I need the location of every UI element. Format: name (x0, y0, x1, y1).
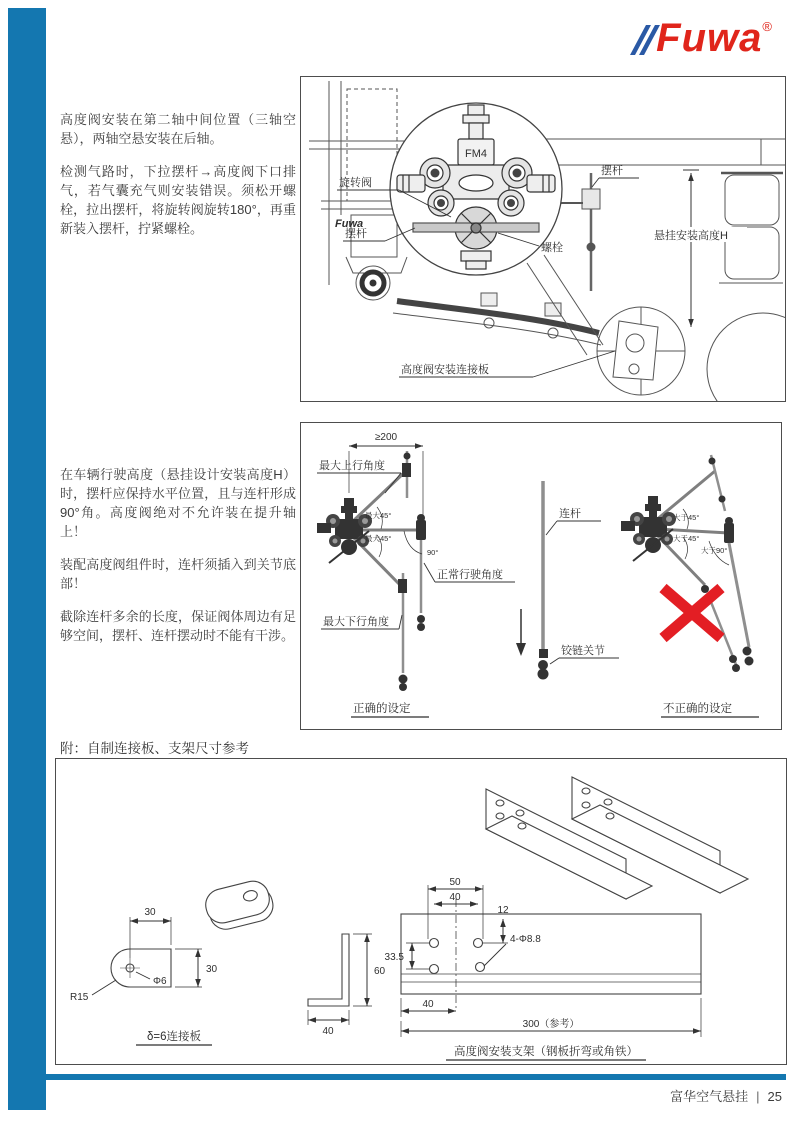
dim-front-12: 12 (497, 905, 509, 916)
paragraph-valve-position: 高度阀安装在第二轴中间位置（三轴空悬），两轴空悬安装在后轴。 (60, 112, 296, 146)
label-swing-lever-right: 摆杆 (601, 165, 623, 177)
left-accent-bar (8, 8, 46, 1110)
air-spring (725, 175, 779, 225)
figure2-svg (301, 423, 781, 729)
link-rod-group (516, 481, 619, 680)
plate-2d-view (92, 917, 202, 995)
logo-text: Fuwa (656, 16, 763, 60)
plate-3d-view (202, 877, 276, 933)
left-text-block-top (60, 110, 296, 252)
left-text-block-middle (60, 465, 296, 659)
dim-plate-30-right: 30 (206, 964, 218, 975)
registered-mark: ® (762, 19, 772, 34)
fuwa-logo (638, 18, 772, 58)
label-rotary-valve: 旋转阀 (339, 177, 372, 189)
caption-bracket: 高度阀安装支架（钢板折弯或角铁） (454, 1046, 638, 1058)
figure-valve-installation (300, 76, 786, 402)
label-gt90: 大于90° (701, 546, 728, 555)
label-max45-down: 最大45° (365, 534, 392, 543)
label-front-holes: 4-Φ8.8 (510, 934, 541, 945)
fuwa-watermark: Fuwa (335, 218, 364, 230)
valve-brand-mark: FM4 (465, 148, 487, 160)
footer-doc-title: 富华空气悬挂 (670, 1089, 749, 1104)
paragraph-ride-height: 在车辆行驶高度（悬挂设计安装高度H）时，摆杆应保持水平位置，且与连杆形成90°角。高度阀绝对不允许装在提升轴上！ (60, 467, 296, 539)
dim-plate-30-top: 30 (144, 907, 156, 918)
caption-correct: 正确的设定 (353, 703, 411, 715)
figure3-svg (56, 759, 786, 1064)
label-mount-height: 悬挂安装高度H (654, 230, 728, 242)
dim-plate-radius: R15 (70, 992, 89, 1003)
caption-plate: δ=6连接板 (146, 1031, 202, 1043)
page-footer (670, 1086, 782, 1105)
label-bolt: 螺栓 (541, 242, 563, 254)
attachment-heading: 附：自制连接板、支架尺寸参考 (60, 741, 249, 756)
figure-plate-bracket-dimensions (55, 758, 787, 1065)
label-connection-plate: 高度阀安装连接板 (401, 364, 489, 376)
figure-linkage-setting (300, 422, 782, 730)
dim-bracket-60: 60 (374, 966, 386, 977)
tilted-link-rod (729, 543, 749, 647)
bracket-3d-views (486, 777, 748, 899)
label-hinge-joint: 铰链关节 (561, 645, 605, 657)
dim-front-33-5: 33.5 (384, 952, 404, 963)
label-max45-up: 最大45° (365, 511, 392, 520)
dim-bracket-40: 40 (322, 1026, 334, 1037)
correct-assembly (317, 432, 515, 717)
connection-plate-shape (613, 321, 658, 380)
label-gt45-down: 大于45° (673, 534, 700, 543)
label-normal-angle: 正常行驶角度 (437, 569, 503, 581)
label-max-up-angle: 最大上行角度 (319, 460, 385, 472)
label-max-down-angle: 最大下行角度 (323, 616, 389, 628)
footer-separator: | (756, 1089, 760, 1104)
red-x-mark (663, 588, 721, 638)
paragraph-assembly: 装配高度阀组件时，连杆须插入到关节底部！ (60, 557, 296, 591)
figure1-svg (301, 77, 785, 401)
caption-incorrect: 不正确的设定 (663, 703, 732, 715)
label-gt45-up: 大于45° (673, 513, 700, 522)
paragraph-rod-length: 截除连杆多余的长度，保证阀体周边有足够空间，摆杆、连杆摆动时不能有干涉。 (60, 609, 296, 643)
footer-page-number: 25 (767, 1089, 782, 1104)
hinge-joint-shape (538, 669, 549, 680)
label-swing-lever: 摆杆 (345, 228, 367, 240)
footer-accent-line (46, 1074, 786, 1080)
dim-front-40-bottom: 40 (422, 999, 434, 1010)
dim-min-200: ≥200 (374, 432, 398, 443)
label-90deg: 90° (427, 548, 439, 557)
dim-front-300: 300（参考） (522, 1019, 580, 1030)
incorrect-assembly (621, 455, 759, 717)
bracket-front-view (401, 885, 701, 1037)
dim-front-40-top: 40 (449, 892, 461, 903)
label-link-rod: 连杆 (559, 508, 581, 520)
dim-front-50: 50 (449, 877, 461, 888)
bracket-side-view (308, 934, 372, 1025)
dim-plate-hole: Φ6 (153, 976, 167, 987)
paragraph-air-check: 检测气路时，下拉摆杆→高度阀下口排气，若气囊充气则安装错误。须松开螺栓，拉出摆杆，将旋转阀旋转180°，再重新装入摆杆，拧紧螺栓。 (60, 164, 296, 236)
